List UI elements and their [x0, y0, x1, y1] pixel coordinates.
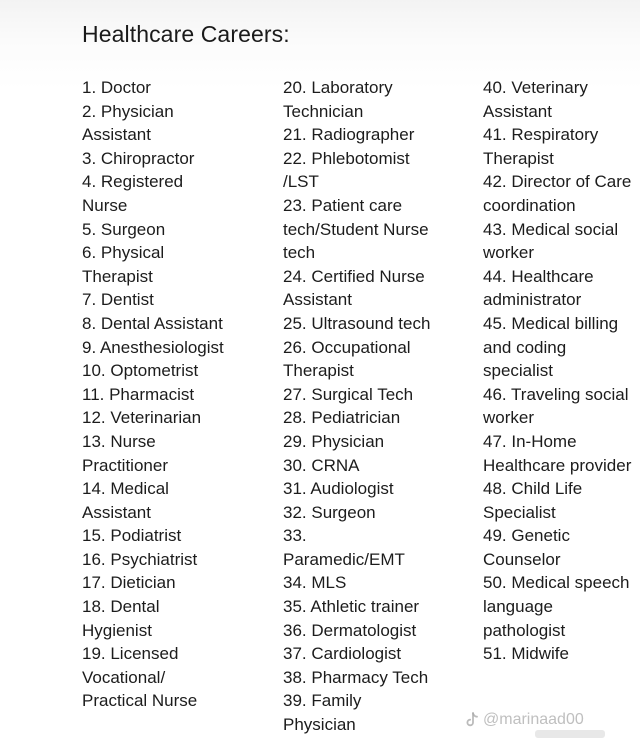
- career-list-item: 32. Surgeon: [283, 502, 376, 522]
- career-list-item: 40. Veterinary Assistant: [483, 78, 588, 121]
- career-list-item: 50. Medical speech language pathologist: [483, 573, 630, 640]
- career-list-item: 1. Doctor: [82, 78, 151, 97]
- career-list-item: 28. Pediatrician: [283, 408, 401, 428]
- watermark-subtext: [535, 730, 605, 738]
- tiktok-icon: [465, 712, 479, 728]
- career-list-item: 9. Anesthesiologist: [82, 337, 224, 357]
- career-list-item: 22. Phlebotomist /LST: [283, 148, 410, 192]
- career-list-item: 29. Physician: [283, 431, 385, 451]
- career-list-item: 13. Nurse Practitioner: [82, 431, 168, 475]
- career-list-item: 11. Pharmacist: [82, 384, 195, 404]
- career-list-item: 6. Physical Therapist: [82, 243, 165, 286]
- career-list-item: 41. Respiratory Therapist: [483, 125, 599, 168]
- watermark-handle: @marinaad00: [483, 711, 584, 728]
- career-list-item: 49. Genetic Counselor: [483, 526, 570, 569]
- career-list-column-1: [82, 76, 278, 713]
- career-list-item: 21. Radiographer: [283, 125, 415, 145]
- career-list-item: 47. In-Home Healthcare provider: [483, 431, 632, 475]
- career-list-item: 5. Surgeon: [82, 219, 166, 239]
- career-list-item: 4. Registered Nurse: [82, 172, 184, 215]
- career-list-item: 48. Child Life Specialist: [483, 479, 583, 522]
- career-list-column-3: [483, 76, 640, 666]
- tiktok-watermark: [465, 710, 584, 730]
- career-list-item: 38. Pharmacy Tech: [283, 667, 429, 687]
- career-list-item: 43. Medical social worker: [483, 219, 619, 263]
- career-list-item: 35. Athletic trainer: [283, 597, 420, 617]
- career-list-item: 30. CRNA: [283, 455, 360, 475]
- career-list-item: 51. Midwife: [483, 644, 569, 664]
- career-list-item: 46. Traveling social worker: [483, 384, 629, 428]
- career-list-item: 10. Optometrist: [82, 361, 199, 381]
- career-list-item: 42. Director of Care coordination: [483, 172, 632, 215]
- career-list-item: 14. Medical Assistant: [82, 479, 169, 522]
- page-title: Healthcare Careers:: [82, 21, 290, 47]
- career-list-item: 36. Dermatologist: [283, 620, 417, 640]
- career-list-item: 34. MLS: [283, 573, 347, 593]
- career-list-item: 12. Veterinarian: [82, 408, 202, 428]
- career-list-item: 15. Podiatrist: [82, 526, 182, 546]
- career-list-item: 27. Surgical Tech: [283, 384, 414, 404]
- career-list-item: 2. Physician Assistant: [82, 101, 174, 145]
- career-list-item: 16. Psychiatrist: [82, 549, 198, 569]
- career-list-item: 8. Dental Assistant: [82, 313, 223, 333]
- career-list-item: 23. Patient care tech/Student Nurse tech: [283, 195, 429, 263]
- career-list-item: 24. Certified Nurse Assistant: [283, 266, 425, 310]
- career-list-item: 45. Medical billing and coding specialist: [483, 313, 619, 381]
- career-list-item: 18. Dental Hygienist: [82, 597, 160, 640]
- career-list-item: 17. Dietician: [82, 573, 176, 593]
- career-list-item: 39. Family Physician: [283, 691, 362, 735]
- career-list-item: 31. Audiologist: [283, 479, 394, 499]
- career-list-item: 25. Ultrasound tech: [283, 313, 431, 333]
- career-list-item: 3. Chiropractor: [82, 148, 195, 168]
- career-list-item: 26. Occupational Therapist: [283, 337, 411, 381]
- career-list-item: 44. Healthcare administrator: [483, 266, 594, 310]
- career-list-item: 37. Cardiologist: [283, 644, 402, 664]
- career-list-item: 7. Dentist: [82, 290, 154, 310]
- career-list-column-2: [283, 76, 481, 737]
- career-list-item: 19. Licensed Vocational/ Practical Nurse: [82, 644, 198, 711]
- career-list-item: 20. Laboratory Technician: [283, 78, 393, 121]
- career-list-item: 33. Paramedic/EMT: [283, 526, 405, 569]
